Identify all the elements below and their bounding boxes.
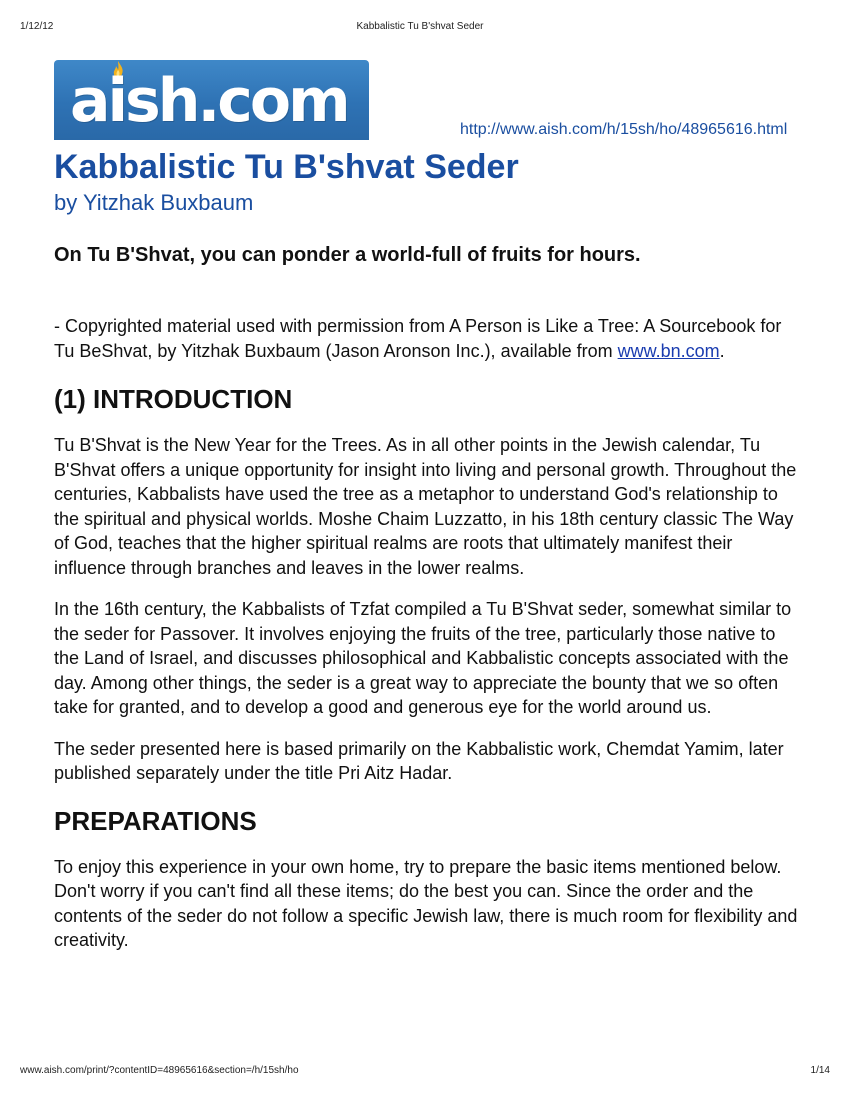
article [54,146,799,953]
bn-link[interactable]: www.bn.com [617,341,720,361]
print-footer [20,1065,830,1079]
aish-logo[interactable] [54,60,369,140]
print-header [20,21,820,35]
paragraph: Tu B'Shvat is the New Year for the Trees. As in all other points in the Jewish calendar, Tu B'Shvat offers a unique opportunity for insight into living and personal growth. Throughout the centuries, Kabbalists have used the tree as a metaphor to understand God's relationship to the spiritual and physical worlds. Moshe Chaim Luzzatto, in his 18th century classic The Way of God, teaches that the higher spiritual realms are roots that ultimately manifest their influence through branches and leaves in the lower realms. [54,435,797,578]
section-heading-introduction: (1) INTRODUCTION [54,384,293,414]
section-heading-preparations: PREPARATIONS [54,805,257,836]
article-subtitle: On Tu B'Shvat, you can ponder a world-full of fruits for hours. [54,244,641,266]
footer-url: www.aish.com/print/?contentID=48965616&section=/h/15sh/ho [20,1065,299,1076]
print-doc-title: Kabbalistic Tu B'shvat Seder [356,21,484,32]
source-url-link[interactable]: http://www.aish.com/h/15sh/ho/48965616.html [460,121,788,138]
print-date: 1/12/12 [20,21,54,32]
copyright-notice [54,314,799,364]
copyright-end: . [719,341,725,361]
paragraph: In the 16th century, the Kabbalists of Tzfat compiled a Tu B'Shvat seder, somewhat similar to the seder for Passover. It involves enjoying the fruits of the tree, particularly those native to the Land of Israel, and discusses philosophical and Kabbalistic concepts associated with the day. Among other things, the seder is a great way to appreciate the bounty that we so often take for granted, and to develop a good and generous eye for the world around us. [54,599,792,717]
copyright-text: - Copyrighted material used with permission from A Person is Like a Tree: A Sourcebook for Tu BeShvat, by Yitzhak Buxbaum (Jason Aronson Inc.), available from [54,316,782,361]
paragraph: The seder presented here is based primarily on the Kabbalistic work, Chemdat Yamim, later published separately under the title Pri Aitz Hadar. [54,738,784,783]
page-number: 1/14 [810,1065,830,1076]
paragraph: To enjoy this experience in your own home, try to prepare the basic items mentioned below. Don't worry if you can't find all these items; do the best you can. Since the order and the contents of the seder do not follow a specific Jewish law, there is much room for flexibility and creativity. [54,856,798,950]
logo-text: aish.com [70,66,348,136]
article-title: Kabbalistic Tu B'shvat Seder [54,148,519,186]
article-byline: by Yitzhak Buxbaum [54,190,254,215]
